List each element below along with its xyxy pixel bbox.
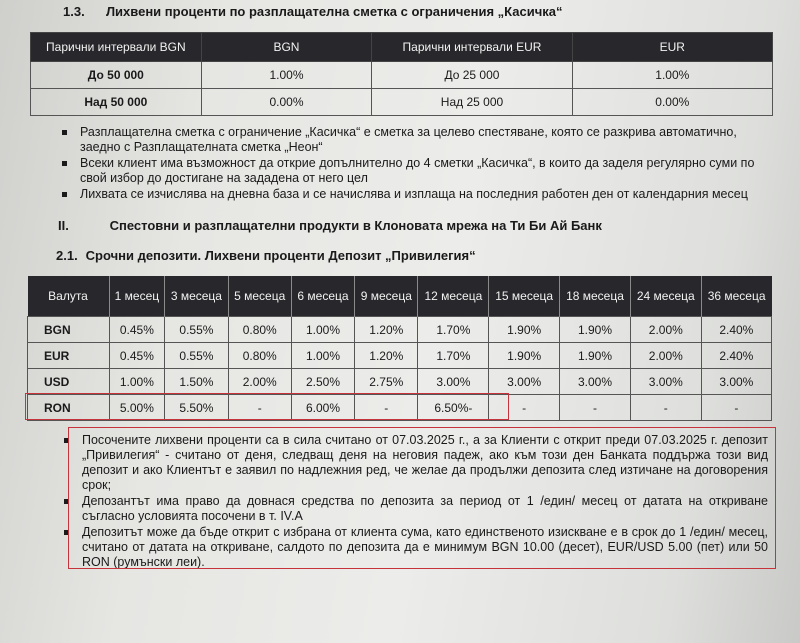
- table-cell: 1.90%: [489, 317, 560, 343]
- section-1-3-notes: [58, 125, 770, 203]
- table-cell: 1.00%: [109, 369, 165, 395]
- table-row: [28, 343, 772, 369]
- list-item: Разплащателна сметка с ограничение „Касичка“ е сметка за целево спестяване, която се разкрива автоматично, заедно с Разплащателната сметка „Неон“: [58, 125, 770, 155]
- table-cell: 0.00%: [201, 89, 372, 116]
- table-row: [28, 317, 772, 343]
- table-cell: 0.00%: [572, 89, 772, 116]
- column-header: 12 месеца: [418, 276, 489, 317]
- table-cell: 3.00%: [560, 369, 631, 395]
- notes-highlight: [68, 427, 776, 569]
- table-cell: 3.00%: [630, 369, 701, 395]
- table-cell: До 50 000: [31, 62, 202, 89]
- section-1-3-title: Лихвени проценти по разплащателна сметка с ограничения „Касичка“: [105, 4, 563, 19]
- table-cell: -: [489, 395, 560, 421]
- savings-box-rates-table: [30, 32, 773, 116]
- table-row: [31, 89, 773, 116]
- currency-cell: BGN: [28, 317, 110, 343]
- list-item: Депозантът има право да довнася средства по депозита за период от 1 /един/ месец от датата на откриване съгласно условията посочени в т. IV.А: [60, 494, 768, 524]
- table-cell: 0.80%: [228, 343, 291, 369]
- currency-cell: EUR: [28, 343, 110, 369]
- bullet-icon: [62, 130, 67, 135]
- table-cell: 2.50%: [291, 369, 354, 395]
- section-2-1-title: Срочни депозити. Лихвени проценти Депозит „Привилегия“: [85, 248, 476, 263]
- table-cell: 1.00%: [291, 343, 354, 369]
- column-header: Парични интервали EUR: [372, 33, 572, 62]
- table-cell: 6.00%: [291, 395, 354, 421]
- column-header: Валута: [28, 276, 110, 317]
- bullet-icon: [62, 161, 67, 166]
- table-cell: 1.00%: [201, 62, 372, 89]
- column-header: 5 месеца: [228, 276, 291, 317]
- currency-cell: RON: [28, 395, 110, 421]
- table-cell: -: [560, 395, 631, 421]
- section-2-1-number: 2.1.: [56, 248, 78, 263]
- table-cell: 1.70%: [418, 317, 489, 343]
- table-cell: 1.50%: [165, 369, 228, 395]
- column-header: 24 месеца: [630, 276, 701, 317]
- table-cell: 6.50%-: [418, 395, 489, 421]
- table-cell: 0.45%: [109, 343, 165, 369]
- table-row: [28, 369, 772, 395]
- table-cell: Над 50 000: [31, 89, 202, 116]
- section-ii-title: Спестовни и разплащателни продукти в Клоновата мрежа на Ти Би Ай Банк: [109, 218, 602, 233]
- table-header-row: [28, 276, 772, 317]
- section-2-1-heading: [56, 248, 476, 263]
- table-cell: 0.45%: [109, 317, 165, 343]
- table-cell: 2.00%: [228, 369, 291, 395]
- bullet-icon: [62, 192, 67, 197]
- column-header: 1 месец: [109, 276, 165, 317]
- currency-cell: USD: [28, 369, 110, 395]
- ron-row-highlight: [25, 393, 509, 420]
- section-ii-heading: [58, 218, 602, 233]
- table-cell: 2.75%: [355, 369, 418, 395]
- list-item: Посочените лихвени проценти са в сила считано от 07.03.2025 г., а за Клиенти с открит преди 07.03.2025 г. депозит „Привилегия“ - считано от деня, следващ деня на неговия падеж, ако към този ден Банката поддържа този вид депозит и ако Клиентът е заявил по надлежния ред, че желае да продължи депозита след изтичане на договорения срок;: [60, 433, 768, 493]
- table-cell: 5.00%: [109, 395, 165, 421]
- table-cell: 2.00%: [630, 343, 701, 369]
- column-header: 9 месеца: [355, 276, 418, 317]
- table-cell: -: [355, 395, 418, 421]
- table-cell: 3.00%: [489, 369, 560, 395]
- table-cell: 2.40%: [701, 343, 771, 369]
- column-header: BGN: [201, 33, 372, 62]
- table-cell: 1.20%: [355, 317, 418, 343]
- table-cell: 0.80%: [228, 317, 291, 343]
- table-cell: -: [228, 395, 291, 421]
- table-cell: 1.20%: [355, 343, 418, 369]
- table-header-row: [31, 33, 773, 62]
- table-cell: 1.00%: [291, 317, 354, 343]
- list-item: Всеки клиент има възможност да открие допълнително до 4 сметки „Касичка“, в които да заделя регулярно суми по свой избор до достигане на зададена от него цел: [58, 156, 770, 186]
- table-cell: -: [701, 395, 771, 421]
- table-row: [31, 62, 773, 89]
- section-ii-number: II.: [58, 218, 69, 233]
- table-cell: 1.70%: [418, 343, 489, 369]
- table-cell: 1.90%: [560, 343, 631, 369]
- column-header: Парични интервали BGN: [31, 33, 202, 62]
- table-cell: 2.00%: [630, 317, 701, 343]
- table-cell: 5.50%: [165, 395, 228, 421]
- table-cell: 0.55%: [165, 317, 228, 343]
- column-header: 18 месеца: [560, 276, 631, 317]
- list-item: Лихвата се изчислява на дневна база и се начислява и изплаща на последния работен ден от календарния месец: [58, 187, 770, 202]
- table-cell: Над 25 000: [372, 89, 572, 116]
- table-cell: 0.55%: [165, 343, 228, 369]
- column-header: 36 месеца: [701, 276, 771, 317]
- table-cell: 2.40%: [701, 317, 771, 343]
- column-header: 6 месеца: [291, 276, 354, 317]
- column-header: EUR: [572, 33, 772, 62]
- table-cell: 3.00%: [418, 369, 489, 395]
- table-cell: 1.90%: [560, 317, 631, 343]
- column-header: 15 месеца: [489, 276, 560, 317]
- column-header: 3 месеца: [165, 276, 228, 317]
- list-item: Депозитът може да бъде открит с избрана от клиента сума, като единственото изискване е в срок до 1 /един/ месец, считано от датата на откриване, салдото по депозита да е минимум BGN 10.00 (десет), EUR/USD 5.00 (пет) или 50 RON (румънски леи).: [60, 525, 768, 570]
- table-cell: -: [630, 395, 701, 421]
- table-cell: До 25 000: [372, 62, 572, 89]
- table-cell: 1.00%: [572, 62, 772, 89]
- section-1-3-heading: [63, 4, 563, 19]
- table-cell: 3.00%: [701, 369, 771, 395]
- table-cell: 1.90%: [489, 343, 560, 369]
- section-1-3-number: 1.3.: [63, 4, 85, 19]
